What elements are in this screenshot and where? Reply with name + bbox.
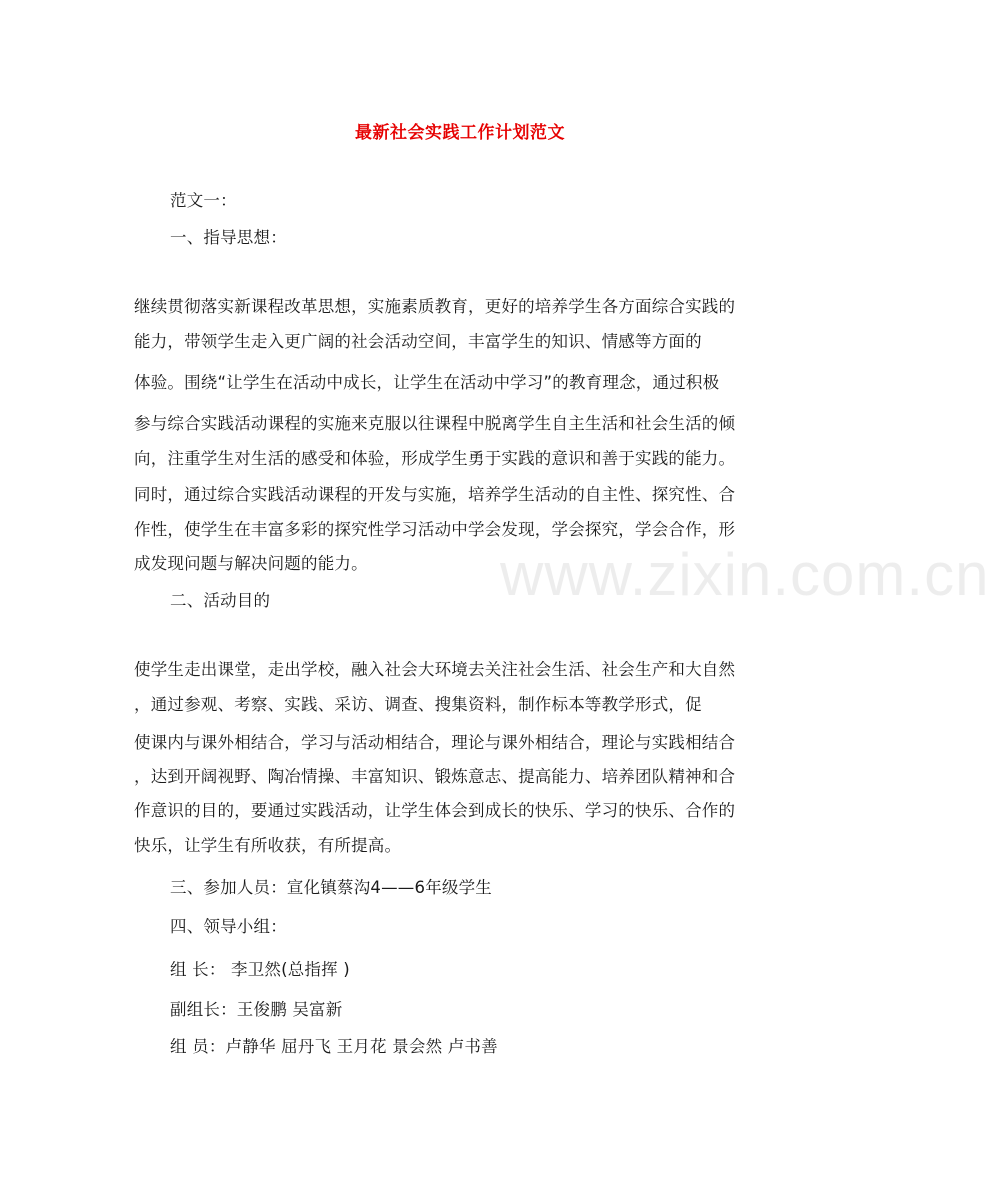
paragraph-line: 作性，使学生在丰富多彩的探究性学习活动中学会发现，学会探究，学会合作，形: [134, 520, 736, 539]
paragraph-line: 使课内与课外相结合，学习与活动相结合，理论与课外相结合，理论与实践相结合: [134, 733, 736, 752]
paragraph-line: 成发现问题与解决问题的能力。: [134, 554, 368, 573]
group-members-line: 组 员：卢静华 屈丹飞 王月花 景会然 卢书善: [170, 1037, 498, 1056]
heading-guiding-thought: 一、指导思想：: [170, 228, 287, 247]
heading-leadership-group: 四、领导小组：: [170, 917, 287, 936]
section-label-fanwen-1: 范文一：: [170, 191, 237, 210]
paragraph-line: 作意识的目的，要通过实践活动，让学生体会到成长的快乐、学习的快乐、合作的: [134, 801, 736, 820]
paragraph-line: 体验。围绕“让学生在活动中成长，让学生在活动中学习”的教育理念，通过积极: [134, 373, 720, 392]
paragraph-line: ，达到开阔视野、陶冶情操、丰富知识、锻炼意志、提高能力、培养团队精神和合: [134, 767, 736, 786]
paragraph-line: 同时，通过综合实践活动课程的开发与实施，培养学生活动的自主性、探究性、合: [134, 485, 736, 504]
paragraph-line: 继续贯彻落实新课程改革思想，实施素质教育，更好的培养学生各方面综合实践的: [134, 297, 736, 316]
paragraph-line: ，通过参观、考察、实践、采访、调查、搜集资料，制作标本等教学形式，促: [134, 695, 702, 714]
paragraph-line: 使学生走出课堂，走出学校，融入社会大环境去关注社会生活、社会生产和大自然: [134, 660, 736, 679]
heading-activity-purpose: 二、活动目的: [170, 591, 271, 610]
paragraph-line: 快乐，让学生有所收获，有所提高。: [134, 836, 402, 855]
participants-line: 三、参加人员：宣化镇蔡沟4——6年级学生: [170, 878, 492, 897]
paragraph-line: 参与综合实践活动课程的实施来克服以往课程中脱离学生自主生活和社会生活的倾: [134, 414, 736, 433]
watermark-text: www.zixin.com.cn: [500, 541, 989, 608]
paragraph-line: 向，注重学生对生活的感受和体验，形成学生勇于实践的意识和善于实践的能力。: [134, 449, 736, 468]
paragraph-line: 能力，带领学生走入更广阔的社会活动空间，丰富学生的知识、情感等方面的: [134, 332, 702, 351]
group-leader-line: 组 长： 李卫然(总指挥 ): [170, 960, 350, 979]
deputy-leader-line: 副组长：王俊鹏 吴富新: [170, 1000, 343, 1019]
document-title: 最新社会实践工作计划范文: [355, 123, 565, 143]
